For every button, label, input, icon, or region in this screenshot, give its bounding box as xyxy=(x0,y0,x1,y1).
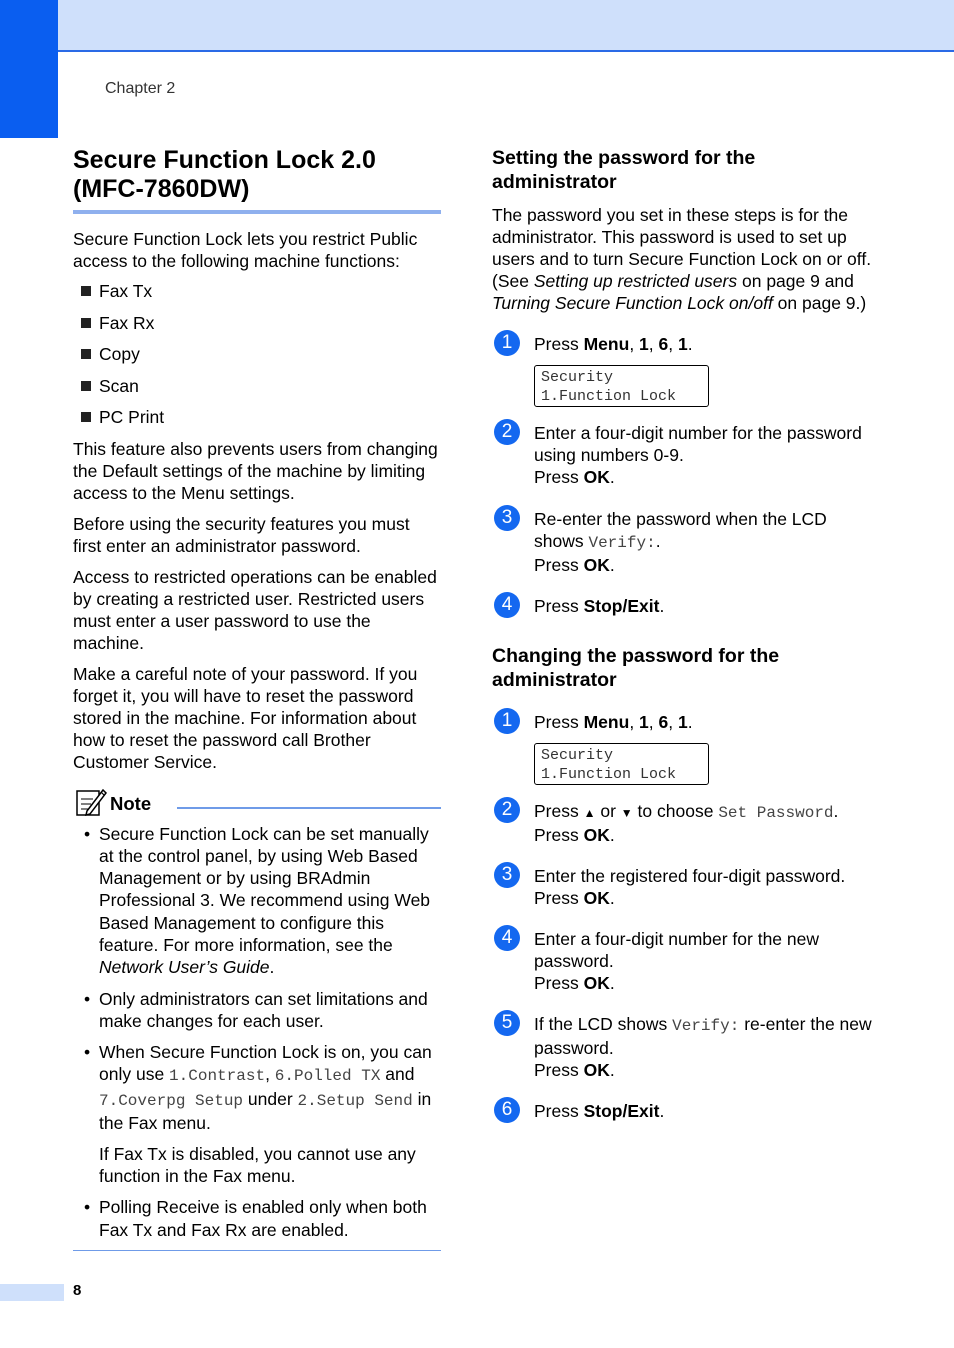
step-item: 2 Press ▲ or ▼ to choose Set Password. Press OK. xyxy=(492,800,872,846)
list-item: Fax Rx xyxy=(73,312,441,344)
list-item: Copy xyxy=(73,343,441,375)
step-number-icon: 4 xyxy=(494,925,520,951)
list-item: • Polling Receive is enabled only when both Fax Tx and Fax Rx are enabled. xyxy=(84,1197,427,1240)
chapter-label: Chapter 2 xyxy=(105,80,176,97)
note-divider xyxy=(177,807,441,809)
bullet-icon: • xyxy=(84,823,91,844)
list-item: • Secure Function Lock can be set manually at the control panel, by using Web Based Management or by using BRAdmin Professional 3. We recommend using Web Based Management to configure this feature. For more information, see the Network User’s Guide. xyxy=(84,823,431,978)
step-item: 4 Press Stop/Exit. xyxy=(492,595,872,617)
step-number-icon: 4 xyxy=(494,592,520,618)
bullet-icon: • xyxy=(84,1197,91,1218)
step-item: 6 Press Stop/Exit. xyxy=(492,1100,872,1122)
step-item: 4 Enter a four-digit number for the new password. Press OK. xyxy=(492,928,872,994)
note-bottom-rule xyxy=(73,1250,441,1251)
page-number-tab xyxy=(0,1284,64,1301)
step-number-icon: 1 xyxy=(494,708,520,734)
list-item: PC Print xyxy=(73,406,441,438)
list-item: Scan xyxy=(73,375,441,407)
step-number-icon: 2 xyxy=(494,797,520,823)
set-password-intro: The password you set in these steps is for the administrator. This password is used to set up users and to turn Secure Function Lock on or off. (See Setting up restricted users on page 9 and Turning Secure Function Lock on/off on page 9.) xyxy=(492,205,872,313)
lcd-display: Security 1.Function Lock xyxy=(534,365,709,407)
list-item: • When Secure Function Lock is on, you can only use 1.Contrast, 6.Polled TX and 7.Coverpg Setup under 2.Setup Send in the Fax menu. If Fax Tx is disabled, you cannot use any function in the Fax menu. xyxy=(73,1041,441,1187)
password-paragraph: Make a careful note of your password. If you forget it, you will have to reset the password stored in the machine. For information about how to reset the password call Brother Customer Service. xyxy=(73,663,418,772)
chapter-side-tab xyxy=(0,0,58,138)
fax-disabled-note: If Fax Tx is disabled, you cannot use any function in the Fax menu. xyxy=(99,1144,416,1187)
square-bullet-icon xyxy=(81,318,91,328)
guide-reference: Network User’s Guide xyxy=(99,957,270,978)
section-heading-set-password: Setting the password for the administrator xyxy=(492,147,756,193)
step-item: 3 Re-enter the password when the LCD shows Verify:. Press OK. xyxy=(492,508,872,576)
step-number-icon: 3 xyxy=(494,862,520,888)
list-item: Fax Tx xyxy=(73,280,441,312)
step-number-icon: 2 xyxy=(494,419,520,445)
step-item: 5 If the LCD shows Verify: re-enter the new password. Press OK. xyxy=(492,1013,872,1081)
square-bullet-icon xyxy=(81,349,91,359)
step-number-icon: 5 xyxy=(494,1010,520,1036)
step-number-icon: 6 xyxy=(494,1097,520,1123)
left-column xyxy=(73,146,441,1251)
list-item: • Only administrators can set limitations and make changes for each user. xyxy=(84,988,428,1031)
feature-paragraph: This feature also prevents users from changing the Default settings of the machine by limiting access to the Menu settings. xyxy=(73,438,438,503)
function-list xyxy=(73,280,441,438)
square-bullet-icon xyxy=(81,412,91,422)
down-arrow-icon: ▼ xyxy=(620,806,633,820)
bullet-icon: • xyxy=(84,1042,91,1063)
section-heading-change-password: Changing the password for the administrator xyxy=(492,645,780,691)
header-band xyxy=(0,0,954,52)
note-pencil-icon xyxy=(75,787,107,817)
right-column xyxy=(492,146,872,1122)
square-bullet-icon xyxy=(81,286,91,296)
note-title: Note xyxy=(110,792,152,814)
note-list xyxy=(73,823,441,1241)
step-item: 1 Press Menu, 1, 6, 1. xyxy=(492,333,872,355)
security-paragraph: Before using the security features you must first enter an administrator password. xyxy=(73,513,410,556)
square-bullet-icon xyxy=(81,381,91,391)
step-number-icon: 3 xyxy=(494,505,520,531)
step-number-icon: 1 xyxy=(494,330,520,356)
restricted-paragraph: Access to restricted operations can be enabled by creating a restricted user. Restricted users must enter a user password to use the machine. xyxy=(73,566,437,653)
step-item: 1 Press Menu, 1, 6, 1. xyxy=(492,711,872,733)
intro-paragraph: Secure Function Lock lets you restrict Public access to the following machine functions: xyxy=(73,229,418,271)
note-header xyxy=(73,787,441,819)
page-number: 8 xyxy=(73,1282,82,1299)
section-title: Secure Function Lock 2.0 (MFC-7860DW) xyxy=(73,146,441,214)
step-item: 2 Enter a four-digit number for the password using numbers 0-9. Press OK. xyxy=(492,422,872,488)
bullet-icon: • xyxy=(84,988,91,1009)
lcd-display: Security 1.Function Lock xyxy=(534,743,709,785)
step-item: 3 Enter the registered four-digit password. Press OK. xyxy=(492,865,872,909)
up-arrow-icon: ▲ xyxy=(583,806,596,820)
